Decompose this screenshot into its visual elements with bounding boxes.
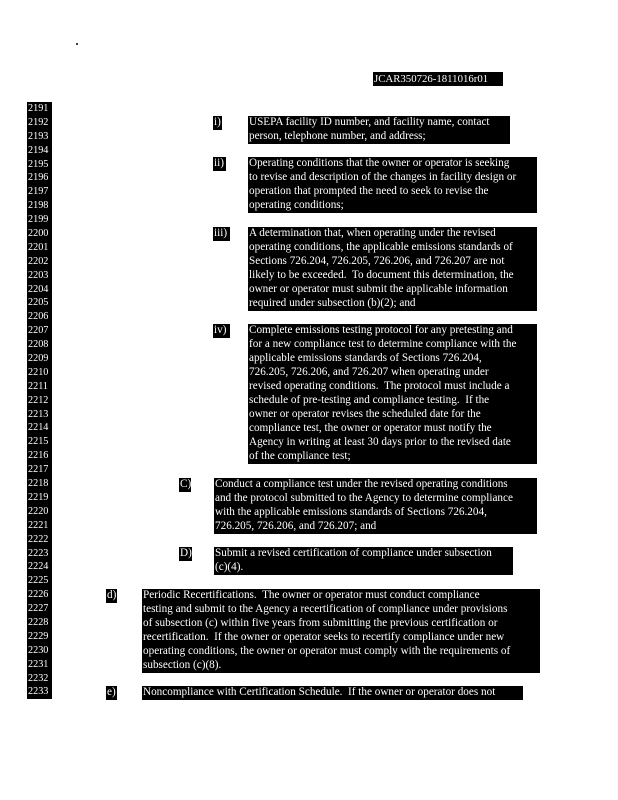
line-number: 2223 <box>28 547 49 559</box>
line-number: 2207 <box>28 325 49 337</box>
item-marker-iii: iii) <box>213 227 230 241</box>
item-text-line: schedule of pre-testing and compliance testing. If the <box>248 394 537 408</box>
line-number: 2222 <box>28 533 49 545</box>
line-number: 2215 <box>28 436 49 448</box>
item-text-line: person, telephone number, and address; <box>248 130 510 144</box>
item-text-line: to revise and description of the changes in facility design or <box>248 171 537 185</box>
item-text-line: likely to be exceeded. To document this determination, the <box>248 269 537 283</box>
item-text-line: of the compliance test; <box>248 450 537 464</box>
item-text-line: (c)(4). <box>214 561 513 575</box>
line-number: 2192 <box>28 116 49 128</box>
item-text-line: owner or operator revises the scheduled date for the <box>248 408 537 422</box>
item-text-line: Complete emissions testing protocol for any pretesting and <box>248 324 537 338</box>
item-text-line: Submit a revised certification of compliance under subsection <box>214 547 513 561</box>
item-text-line: with the applicable emissions standards of Sections 726.204, <box>214 506 537 520</box>
line-number: 2200 <box>28 228 49 240</box>
item-text-line: Operating conditions that the owner or operator is seeking <box>248 157 537 171</box>
line-number: 2197 <box>28 186 49 198</box>
item-marker-C: C) <box>180 478 192 490</box>
line-number: 2218 <box>28 478 49 490</box>
item-text-line: Conduct a compliance test under the revised operating conditions <box>214 478 537 492</box>
item-marker-ii: ii) <box>213 157 226 171</box>
line-number: 2201 <box>28 241 49 253</box>
line-number: 2212 <box>28 394 49 406</box>
line-number: 2226 <box>28 589 49 601</box>
line-number: 2195 <box>28 158 49 170</box>
line-number: 2220 <box>28 505 49 517</box>
item-text-line: compliance test, the owner or operator must notify the <box>248 422 537 436</box>
line-number: 2213 <box>28 408 49 420</box>
item-text-line: applicable emissions standards of Sections 726.204, <box>248 352 537 366</box>
line-number: 2217 <box>28 464 49 476</box>
line-number: 2224 <box>28 561 49 573</box>
item-text-line: operating conditions, the applicable emissions standards of <box>248 241 537 255</box>
item-text-line: 726.205, 726.206, and 726.207; and <box>214 520 537 534</box>
item-text-line: operating conditions, the owner or operator must comply with the requirements of <box>142 645 540 659</box>
item-marker-d: d) <box>107 589 117 601</box>
scan-speck <box>76 43 78 45</box>
item-text-line: A determination that, when operating under the revised <box>248 227 537 241</box>
item-text-line: Noncompliance with Certification Schedule. If the owner or operator does not <box>142 686 523 700</box>
line-number: 2210 <box>28 366 49 378</box>
line-number: 2216 <box>28 450 49 462</box>
line-number: 2221 <box>28 519 49 531</box>
item-marker-e: e) <box>107 686 116 698</box>
line-number: 2194 <box>28 144 49 156</box>
line-number: 2219 <box>28 491 49 503</box>
item-text-line: owner or operator must submit the applicable information <box>248 283 537 297</box>
line-number: 2196 <box>28 172 49 184</box>
document-header-code: JCAR350726-1811016r01 <box>373 72 503 86</box>
item-text-line: Sections 726.204, 726.205, 726.206, and 726.207 are not <box>248 255 537 269</box>
line-number: 2225 <box>28 575 49 587</box>
line-number: 2206 <box>28 311 49 323</box>
line-number: 2232 <box>28 672 49 684</box>
line-number: 2231 <box>28 658 49 670</box>
item-text-line: revised operating conditions. The protocol must include a <box>248 380 537 394</box>
item-marker-D: D) <box>180 547 192 559</box>
line-number: 2228 <box>28 616 49 628</box>
item-marker-i: i) <box>214 116 221 128</box>
item-text-line: testing and submit to the Agency a recertification of compliance under provisions <box>142 603 540 617</box>
line-number: 2227 <box>28 603 49 615</box>
item-text-line: and the protocol submitted to the Agency to determine compliance <box>214 492 537 506</box>
line-number: 2229 <box>28 630 49 642</box>
line-number: 2199 <box>28 214 49 226</box>
item-text-line: 726.205, 726.206, and 726.207 when operating under <box>248 366 537 380</box>
item-text-line: for a new compliance test to determine compliance with the <box>248 338 537 352</box>
line-number: 2214 <box>28 422 49 434</box>
line-number: 2205 <box>28 297 49 309</box>
line-number: 2233 <box>28 686 49 698</box>
line-number: 2203 <box>28 269 49 281</box>
line-number: 2211 <box>28 380 48 392</box>
item-text-line: of subsection (c) within five years from submitting the previous certification or <box>142 617 540 631</box>
line-number-column <box>27 102 52 699</box>
line-number: 2191 <box>28 103 49 114</box>
line-number: 2193 <box>28 130 49 142</box>
item-text-line: Agency in writing at least 30 days prior to the revised date <box>248 436 537 450</box>
item-text-line: recertification. If the owner or operator seeks to recertify compliance under new <box>142 631 540 645</box>
line-number: 2204 <box>28 283 49 295</box>
line-number: 2208 <box>28 339 49 351</box>
item-text-line: operation that prompted the need to seek to revise the <box>248 185 537 199</box>
line-number: 2230 <box>28 644 49 656</box>
item-marker-iv: iv) <box>213 324 230 338</box>
item-text-line: Periodic Recertifications. The owner or operator must conduct compliance <box>142 589 540 603</box>
item-text-line: required under subsection (b)(2); and <box>248 297 537 311</box>
line-number: 2209 <box>28 353 49 365</box>
item-text-line: USEPA facility ID number, and facility name, contact <box>248 116 510 130</box>
item-text-line: operating conditions; <box>248 199 537 213</box>
line-number: 2202 <box>28 255 49 267</box>
line-number: 2198 <box>28 200 49 212</box>
item-text-line: subsection (c)(8). <box>142 659 540 673</box>
